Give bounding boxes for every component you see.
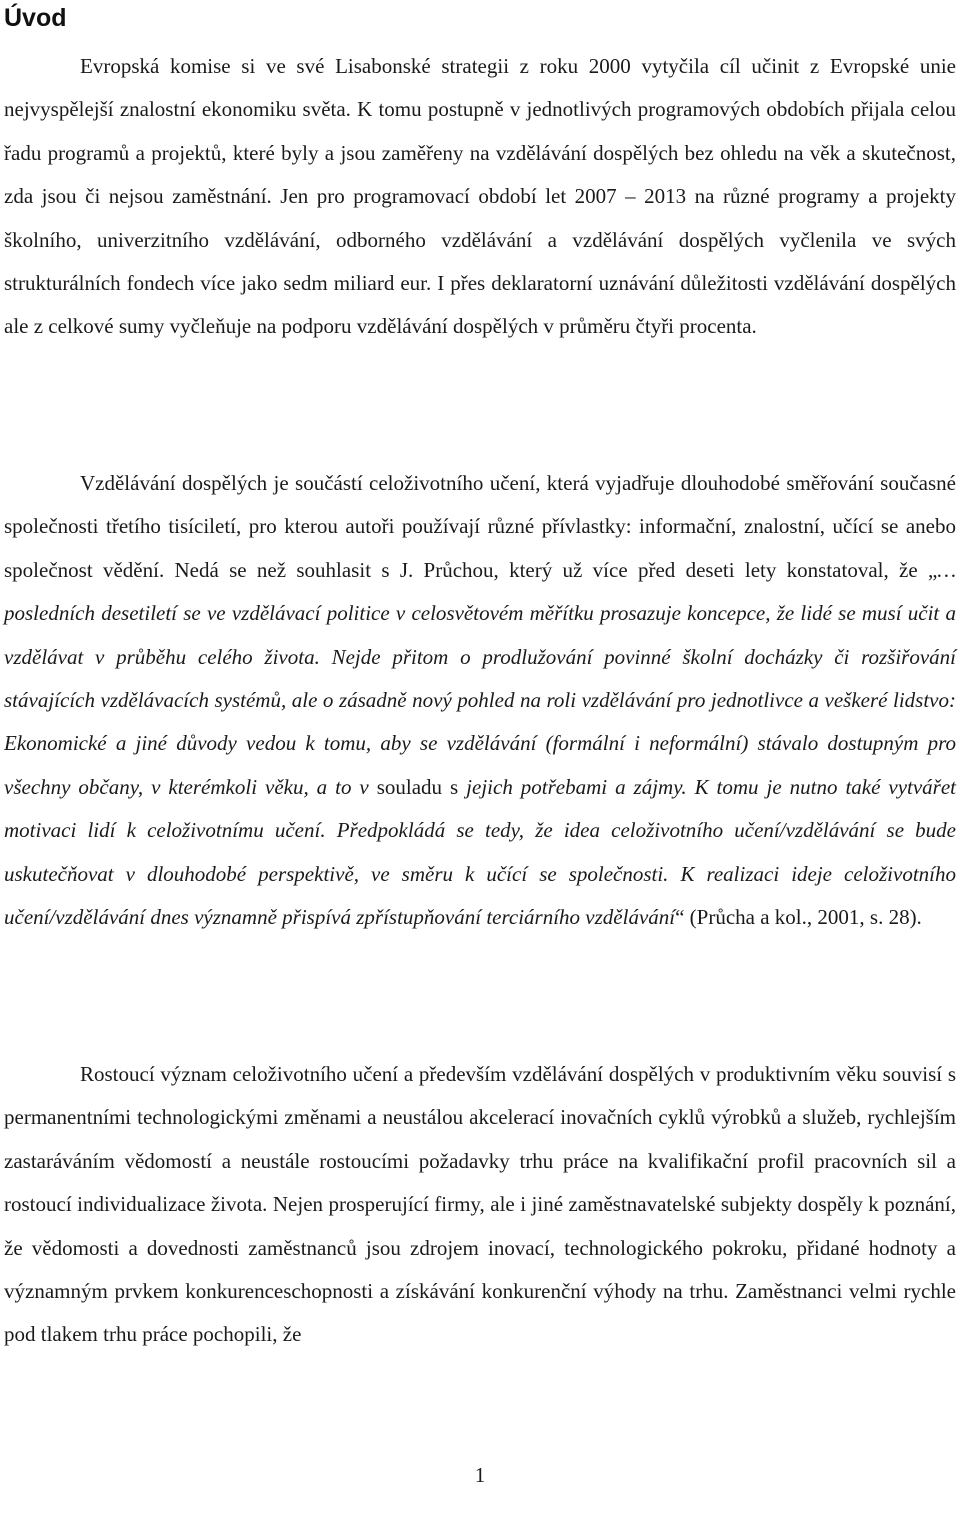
- section-heading: Úvod: [4, 4, 67, 32]
- quotation-part-2: jejich potřebami a zájmy. K tomu je nutno také vytvářet motivaci lidí k celoživotnímu učení. Předpokládá se tedy, že idea celoživotního učení/vzdělávání se bude uskutečňovat v dlouhodobé perspektivě, ve směru k učící se společnosti. K realizaci ideje celoživotního učení/vzdělávání dnes významně přispívá zpřístupňování terciárního vzdělávání: [4, 774, 957, 930]
- paragraph-1: Evropská komise si ve své Lisabonské strategii z roku 2000 vytyčila cíl učinit z Evropské unie nejvyspělejší znalostní ekonomiku světa. K tomu postupně v jednotlivých programových obdobích přijala celou řadu programů a projektů, které byly a jsou zaměřeny na vzdělávání dospělých bez ohledu na věk a skutečnost, zda jsou či nejsou zaměstnání. Jen pro programovací období let 2007 – 2013 na různé programy a projekty školního, univerzitního vzdělávání, odborného vzdělávání a vzdělávání dospělých vyčlenila ve svých strukturálních fondech více jako sedm miliard eur. I přes deklaratorní uznávání důležitosti vzdělávání dospělých ale z celkové sumy vyčleňuje na podporu vzdělávání dospělých v průměru čtyři procenta.: [4, 54, 956, 339]
- page-number: 1: [474, 1463, 486, 1487]
- quotation-part-1: … posledních desetiletí se ve vzdělávací politice v celosvětovém měřítku prosazuje koncepce, že lidé se musí učit a vzdělávat v průběhu celého života. Nejde přitom o prodlužování povinné školní docházky či rozšiřování stávajících vzdělávacích systémů, ale o zásadně nový pohled na roli vzdělávání pro jednotlivce a veškeré lidstvo: Ekonomické a jiné důvody vedou k tomu, aby se vzdělávání (formální i neformální) stávalo dostupným pro všechny občany, v kterémkoli věku, a to v: [4, 557, 956, 799]
- citation: “ (Průcha a kol., 2001, s. 28).: [675, 905, 922, 930]
- paragraph-2: [4, 462, 956, 939]
- paragraph-3: Rostoucí význam celoživotního učení a především vzdělávání dospělých v produktivním věku souvisí s permanentními technologickými změnami a neustálou akcelerací inovačních cyklů výrobků a služeb, rychlejším zastaráváním vědomostí a neustále rostoucími požadavky trhu práce na kvalifikační profil pracovních sil a rostoucí individualizace života. Nejen prosperující firmy, ale i jiné zaměstnavatelské subjekty dospěly k poznání, že vědomosti a dovednosti zaměstnanců jsou zdrojem inovací, technologického pokroku, přidané hodnoty a významným prvkem konkurenceschopnosti a získávání konkurenční výhody na trhu. Zaměstnanci velmi rychle pod tlakem trhu práce pochopili, že: [4, 1062, 956, 1347]
- paragraph-2-intro: Vzdělávání dospělých je součástí celoživotního učení, která vyjadřuje dlouhodobé směřování současné společnosti třetího tisíciletí, pro kterou autoři používají různé přívlastky: informační, znalostní, učící se anebo společnost vědění. Nedá se než souhlasit s J. Průchou, který už více před deseti lety konstatoval, že „: [4, 471, 956, 582]
- quotation-plain-fragment: souladu s: [368, 774, 467, 799]
